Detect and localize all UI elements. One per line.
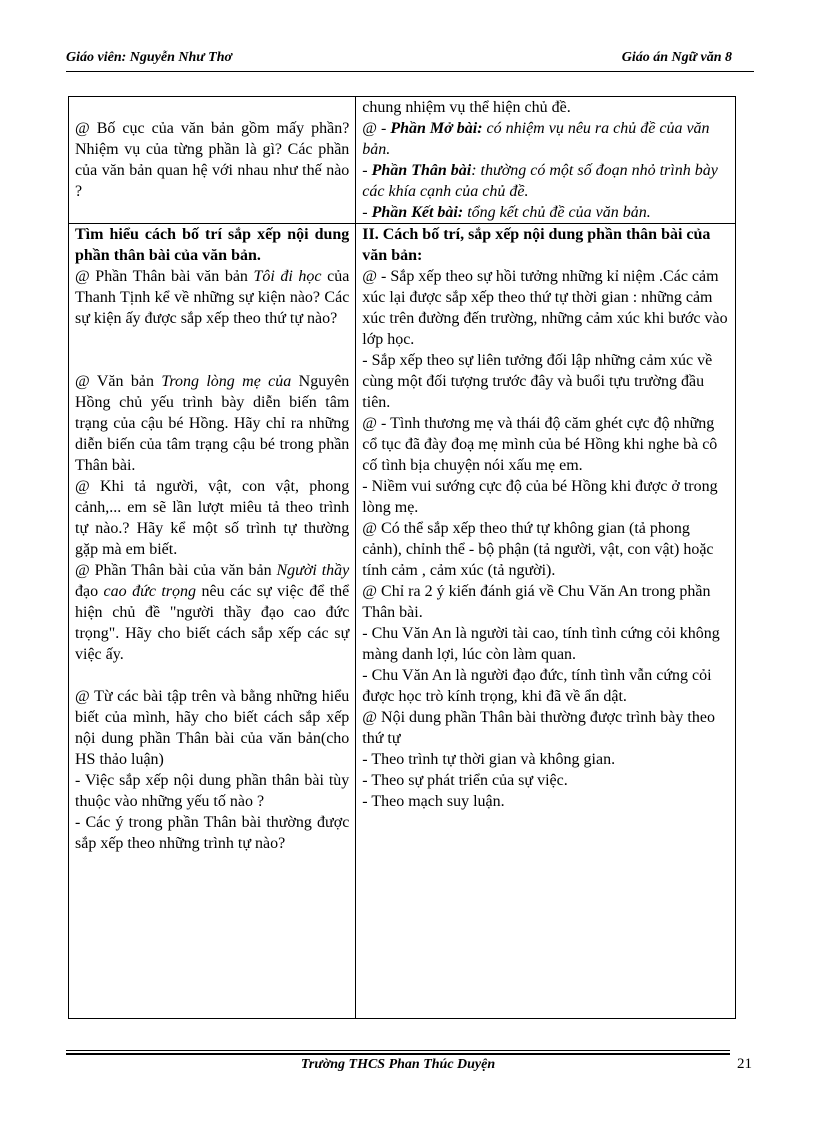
lesson-table: [68, 96, 736, 1019]
label-than-bai: Phần Thân bài: [371, 162, 472, 179]
answer-mo-bai: [362, 118, 729, 160]
text-mo-bai: có nhiệm vụ nêu ra chủ đề của văn bản.: [362, 120, 710, 158]
work-title: Người thầy: [276, 562, 350, 579]
question-trinh-tu: @ Khi tả người, vật, con vật, phong cảnh,... em sẽ lần lượt miêu tả theo trình tự nào.? Hãy kể một số trình tự thường gặp mà em biết.: [75, 478, 350, 558]
page-header: [66, 46, 754, 68]
table-row: [69, 97, 736, 224]
question-text: @ Phần Thân bài của văn bản: [75, 562, 277, 579]
label-ket-bai: Phần Kết bài:: [371, 204, 464, 221]
teacher-name: Giáo viên: Nguyễn Như Thơ: [66, 50, 233, 65]
work-title: Tôi đi học: [253, 268, 322, 285]
question-trong-long-me: [75, 371, 349, 476]
page-footer: [66, 1056, 756, 1078]
answer-text: @ Có thể sắp xếp theo thứ tự không gian (tả phong cảnh), chỉnh thể - bộ phận (tả người, vật, con vật) hoặc tính cảm , cảm xúc (tả người).: [362, 520, 714, 579]
answer-list-item: - Theo sự phát triển của sự việc.: [362, 772, 568, 789]
page-number: 21: [737, 1056, 752, 1072]
answer-than-bai: [362, 160, 729, 202]
question-text: đạo: [75, 583, 104, 600]
question-text: của Thanh Tịnh kể về những sự kiện nào? Các sự kiện ấy được sắp xếp theo thứ tự nào?: [75, 268, 350, 327]
question-text: @ Phần Thân bài văn bản: [75, 268, 254, 285]
answer-prefix: @ -: [362, 120, 391, 137]
question-summary: @ Từ các bài tập trên và bằng những hiểu biết của mình, hãy cho biết cách sắp xếp nội dung phần Thân bài của văn bản(cho HS thảo luận): [75, 688, 350, 768]
answer-list-item: - Theo trình tự thời gian và không gian.: [362, 751, 616, 768]
answer-text: - Chu Văn An là người đạo đức, tính tình vẫn cứng cỏi được học trò kính trọng, khi đã về ẩn dật.: [362, 667, 712, 705]
right-cell: [356, 224, 736, 1019]
footer-divider: [66, 1050, 730, 1051]
answer-list-item: - Theo mạch suy luận.: [362, 793, 505, 810]
answer-text: - Niềm vui sướng cực độ của bé Hồng khi được ở trong lòng mẹ.: [362, 478, 718, 516]
footer-divider: [66, 1053, 730, 1055]
question-toi-di-hoc: [75, 266, 349, 329]
work-title: Trong lòng mẹ của: [161, 373, 292, 390]
question-nguoi-thay: [75, 560, 349, 665]
answer-text: @ Chỉ ra 2 ý kiến đánh giá về Chu Văn An trong phần Thân bài.: [362, 583, 711, 621]
section-heading: Tìm hiểu cách bố trí sắp xếp nội dung phần thân bài của văn bản.: [75, 226, 350, 264]
answer-line: chung nhiệm vụ thể hiện chủ đề.: [362, 99, 571, 116]
question-structure: @ Bố cục của văn bản gồm mấy phần? Nhiệm vụ của từng phần là gì? Các phần của văn bản quan hệ với nhau như thế nào ?: [75, 120, 350, 200]
school-name: Trường THCS Phan Thúc Duyện: [300, 1057, 496, 1072]
right-cell: [356, 97, 736, 224]
question-text: Nguyên Hồng chủ yếu trình bày diễn biến tâm trạng của cậu bé Hồng. Hãy chỉ ra những diễn biến của tâm trạng cậu bé trong phần Thân bài.: [75, 373, 350, 474]
answer-text: - Chu Văn An là người tài cao, tính tình cứng cỏi không màng danh lợi, lúc còn làm quan.: [362, 625, 720, 663]
work-title: cao đức trọng: [103, 583, 197, 600]
table-row: [69, 224, 736, 1019]
question-text: @ Văn bản: [75, 373, 162, 390]
answer-prefix: -: [362, 204, 372, 221]
text-ket-bai: tổng kết chủ đề của văn bản.: [463, 204, 651, 221]
header-divider: [66, 71, 754, 72]
left-cell: [69, 224, 356, 1019]
left-cell: [69, 97, 356, 224]
lesson-plan-title: Giáo án Ngữ văn 8: [621, 50, 732, 65]
spacer: [75, 350, 349, 371]
answer-ket-bai: [362, 202, 729, 223]
spacer: [75, 665, 349, 686]
question-text: nêu các sự việc để thể hiện chủ đề "người thầy đạo cao đức trọng". Hãy cho biết cách sắp xếp các sự việc ấy.: [75, 583, 350, 663]
blank-line: [75, 97, 349, 118]
answer-text: @ - Tình thương mẹ và thái độ căm ghét cực độ những cổ tục đã đày đoạ mẹ mình của bé Hồng khi nghe bà cô cố tình bịa chuyện nói xấu mẹ em.: [362, 415, 718, 474]
label-mo-bai: Phần Mở bài:: [390, 120, 483, 137]
answer-text: - Sắp xếp theo sự liên tưởng đối lập những cảm xúc về cùng một đối tượng trước đây và buổi tựu trường đầu tiên.: [362, 352, 713, 411]
answer-prefix: -: [362, 162, 372, 179]
answer-text: @ Nội dung phần Thân bài thường được trình bày theo thứ tự: [362, 709, 715, 747]
section-heading: II. Cách bố trí, sắp xếp nội dung phần thân bài của văn bản:: [362, 226, 711, 264]
answer-text: @ - Sắp xếp theo sự hồi tưởng những kỉ niệm .Các cảm xúc lại được sắp xếp theo thứ tự thời gian : những cảm xúc trên đường đến trường, những cảm xúc khi bước vào lớp học.: [362, 268, 728, 348]
spacer: [75, 329, 349, 350]
question-factors: - Việc sắp xếp nội dung phần thân bài tùy thuộc vào những yếu tố nào ?: [75, 772, 350, 810]
question-order: - Các ý trong phần Thân bài thường được sắp xếp theo những trình tự nào?: [75, 814, 350, 852]
text-than-bai: : thường có một số đoạn nhỏ trình bày các khía cạnh của chủ đề.: [362, 162, 718, 200]
